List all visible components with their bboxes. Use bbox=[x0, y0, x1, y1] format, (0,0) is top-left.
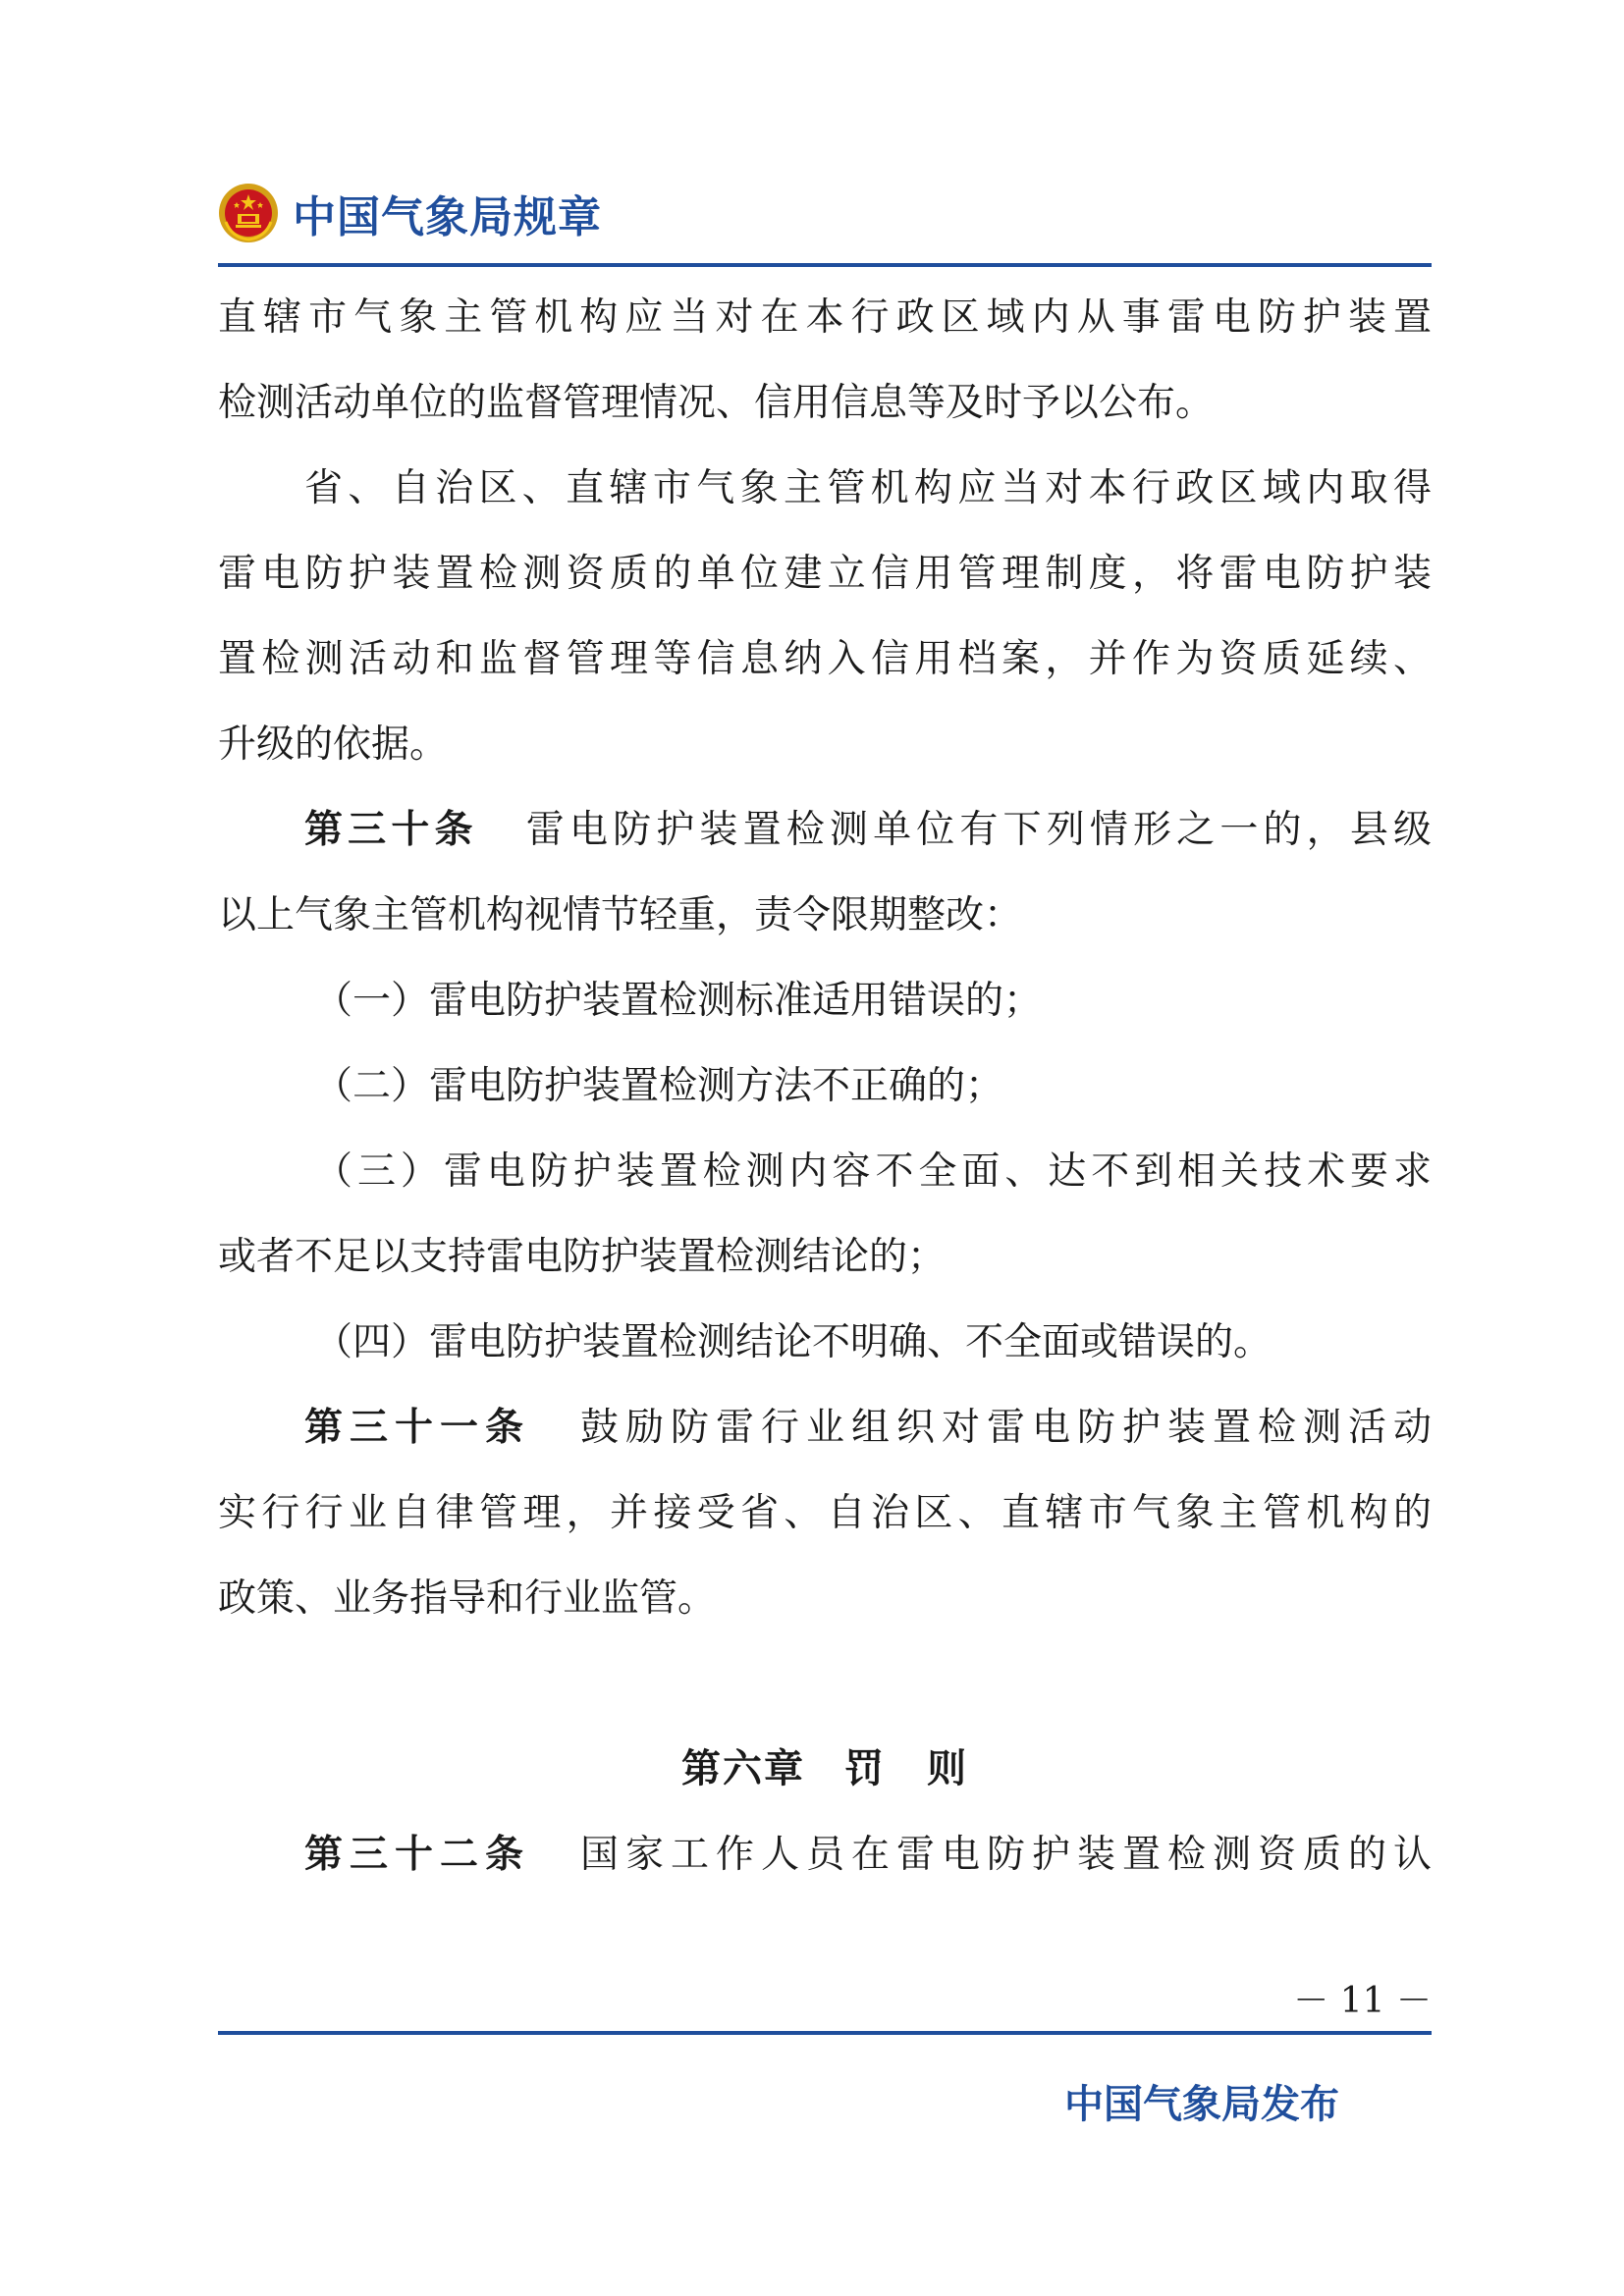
page-header bbox=[218, 179, 602, 247]
page-number: － 11 － bbox=[1293, 1981, 1432, 2021]
article-32-text: 国家工作人员在雷电防护装置检测资质的认 bbox=[573, 1833, 1432, 1877]
document-body bbox=[218, 275, 1432, 1897]
text-line: 以上气象主管机构视情节轻重，责令限期整改： bbox=[218, 893, 1023, 937]
chapter-heading bbox=[218, 1727, 1432, 1812]
article-30-line bbox=[218, 787, 1432, 873]
text-line: 升级的依据。 bbox=[218, 722, 449, 767]
text-line: 省、自治区、直辖市气象主管机构应当对本行政区域内取得 bbox=[304, 466, 1432, 510]
article-32-line bbox=[218, 1812, 1432, 1897]
list-item: （一）雷电防护装置检测标准适用错误的； bbox=[314, 979, 1043, 1023]
list-item: （二）雷电防护装置检测方法不正确的； bbox=[314, 1064, 1004, 1108]
text-line: 检测活动单位的监督管理情况、信用信息等及时予以公布。 bbox=[218, 381, 1215, 425]
list-item: （四）雷电防护装置检测结论不明确、不全面或错误的。 bbox=[314, 1320, 1272, 1364]
article-31-line bbox=[218, 1385, 1432, 1470]
text-line: 政策、业务指导和行业监管。 bbox=[218, 1576, 717, 1621]
footer-publisher: 中国气象局发布 bbox=[1064, 2082, 1339, 2127]
header-divider bbox=[218, 263, 1432, 267]
chapter-number: 第六章 bbox=[681, 1746, 805, 1791]
chapter-name: 罚 则 bbox=[844, 1746, 968, 1791]
article-31-text: 鼓励防雷行业组织对雷电防护装置检测活动 bbox=[573, 1406, 1432, 1450]
article-31-title: 第三十一条 bbox=[304, 1406, 530, 1450]
text-line: 实行行业自律管理，并接受省、自治区、直辖市气象主管机构的 bbox=[218, 1491, 1432, 1535]
header-title: 中国气象局规章 bbox=[293, 192, 602, 242]
text-line: 或者不足以支持雷电防护装置检测结论的； bbox=[218, 1235, 947, 1279]
spacer bbox=[218, 1641, 1432, 1727]
list-item: （三）雷电防护装置检测内容不全面、达不到相关技术要求 bbox=[314, 1149, 1432, 1194]
text-line: 直辖市气象主管机构应当对在本行政区域内从事雷电防护装置 bbox=[218, 295, 1432, 340]
footer-divider bbox=[218, 2031, 1432, 2035]
national-emblem-icon bbox=[218, 183, 279, 243]
text-line: 置检测活动和监督管理等信息纳入信用档案，并作为资质延续、 bbox=[218, 637, 1432, 681]
article-32-title: 第三十二条 bbox=[304, 1833, 530, 1877]
text-line: 雷电防护装置检测资质的单位建立信用管理制度，将雷电防护装 bbox=[218, 552, 1432, 596]
article-30-text: 雷电防护装置检测单位有下列情形之一的，县级 bbox=[520, 808, 1432, 852]
article-30-title: 第三十条 bbox=[304, 808, 478, 852]
